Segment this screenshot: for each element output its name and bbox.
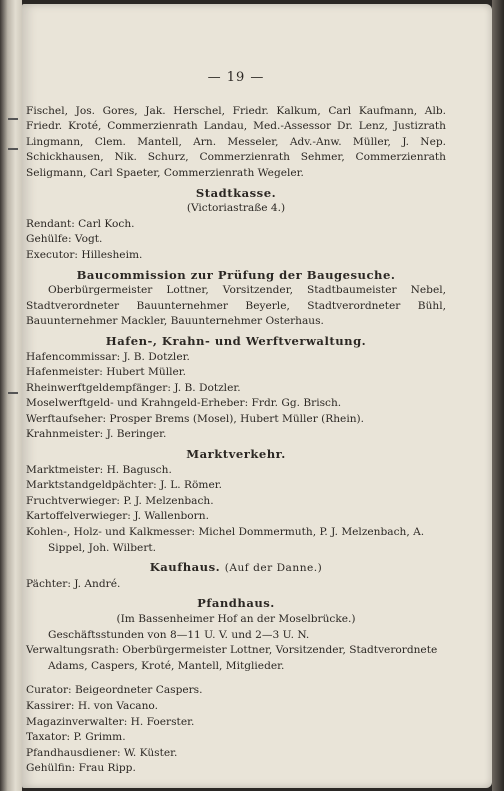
pfandhaus-verwaltung: Verwaltungsrath: Oberbürgermeister Lottner, Vorsitzender, Stadtverordnete Adams, Caspers, Kroté, Mantell, Mitglieder. xyxy=(26,644,438,672)
pfandhaus-address: (Im Bassenheimer Hof an der Moselbrücke.) xyxy=(116,613,356,625)
markt-line: Marktstandgeldpächter: J. L. Römer. xyxy=(26,479,222,492)
pfandhaus-staff-line: Gehülfin: Frau Ripp. xyxy=(26,762,136,775)
stadtkasse-line: Gehülfe: Vogt. xyxy=(26,233,103,246)
kaufhaus-address: (Auf der Danne.) xyxy=(224,562,323,575)
markt-line: Kartoffelverwieger: J. Wallenborn. xyxy=(26,510,209,523)
kaufhaus-line: Pächter: J. André. xyxy=(26,577,121,590)
pfandhaus-staff-line: Magazinverwalter: H. Foerster. xyxy=(26,715,195,728)
stadtkasse-line: Rendant: Carl Koch. xyxy=(26,217,135,230)
hafen-line: Werftaufseher: Prosper Brems (Mosel), Hubert Müller (Rhein). xyxy=(26,412,365,425)
intro-paragraph: Fischel, Jos. Gores, Jak. Herschel, Friedr. Kalkum, Carl Kaufmann, Alb. Friedr. Kroté, Commerzienrath Landau, Med.-Assessor Dr. Lenz, Justizrath Lingmann, Clem. Mantell, Arn. Messeler, Adv.-Anw. Müller, J. Nep. Schickhausen, Nik. Schurz, Commerzienrath Sehmer, Commerzienrath Seligmann, Carl Spaeter, Commerzienrath Wegeler. xyxy=(26,104,446,179)
pfandhaus-staff-line: Taxator: P. Grimm. xyxy=(26,731,126,744)
baucommission-paragraph: Oberbürgermeister Lottner, Vorsitzender, Stadtbaumeister Nebel, Stadtverordneter Bauunternehmer Beyerle, Stadtverordneter Bühl, Bauunternehmer Mackler, Bauunternehmer Osterhaus. xyxy=(26,284,446,328)
pfandhaus-staff-line: Pfandhausdiener: W. Küster. xyxy=(26,746,178,759)
page-stack-edge xyxy=(492,0,504,791)
pfandhaus-staff-line: Kassirer: H. von Vacano. xyxy=(26,699,158,712)
heading-hafen: Hafen-, Krahn- und Werftverwaltung. xyxy=(105,333,367,348)
hafen-line: Moselwerftgeld- und Krahngeld-Erheber: Frdr. Gg. Brisch. xyxy=(26,397,342,410)
markt-line: Fruchtverwieger: P. J. Melzenbach. xyxy=(26,494,214,507)
markt-kohlen-line: Kohlen-, Holz- und Kalkmesser: Michel Dommermuth, P. J. Melzenbach, A. Sippel, Joh. Wilbert. xyxy=(26,526,425,554)
heading-kaufhaus xyxy=(26,560,446,577)
previous-page-edge xyxy=(0,0,22,791)
pfandhaus-hours: Geschäftsstunden von 8—11 U. V. und 2—3 U. N. xyxy=(48,628,310,641)
hafen-line: Hafenmeister: Hubert Müller. xyxy=(26,366,187,379)
page-content xyxy=(26,70,446,777)
stadtkasse-line: Executor: Hillesheim. xyxy=(26,248,143,261)
heading-stadtkasse: Stadtkasse. xyxy=(195,185,277,200)
stadtkasse-address: (Victoriastraße 4.) xyxy=(186,202,286,215)
heading-marktverkehr: Marktverkehr. xyxy=(186,447,286,462)
markt-line: Marktmeister: H. Bagusch. xyxy=(26,463,172,476)
hafen-line: Hafencommissar: J. B. Dotzler. xyxy=(26,350,190,363)
pfandhaus-staff-line: Curator: Beigeordneter Caspers. xyxy=(26,684,203,697)
hafen-line: Krahnmeister: J. Beringer. xyxy=(26,428,167,441)
heading-pfandhaus: Pfandhaus. xyxy=(197,596,275,611)
heading-baucommission: Baucommission zur Prüfung der Baugesuche. xyxy=(76,267,396,282)
kaufhaus-title: Kaufhaus. xyxy=(149,560,221,575)
page-number: — 19 — xyxy=(207,70,265,85)
hafen-line: Rheinwerftgeldempfänger: J. B. Dotzler. xyxy=(26,381,241,394)
